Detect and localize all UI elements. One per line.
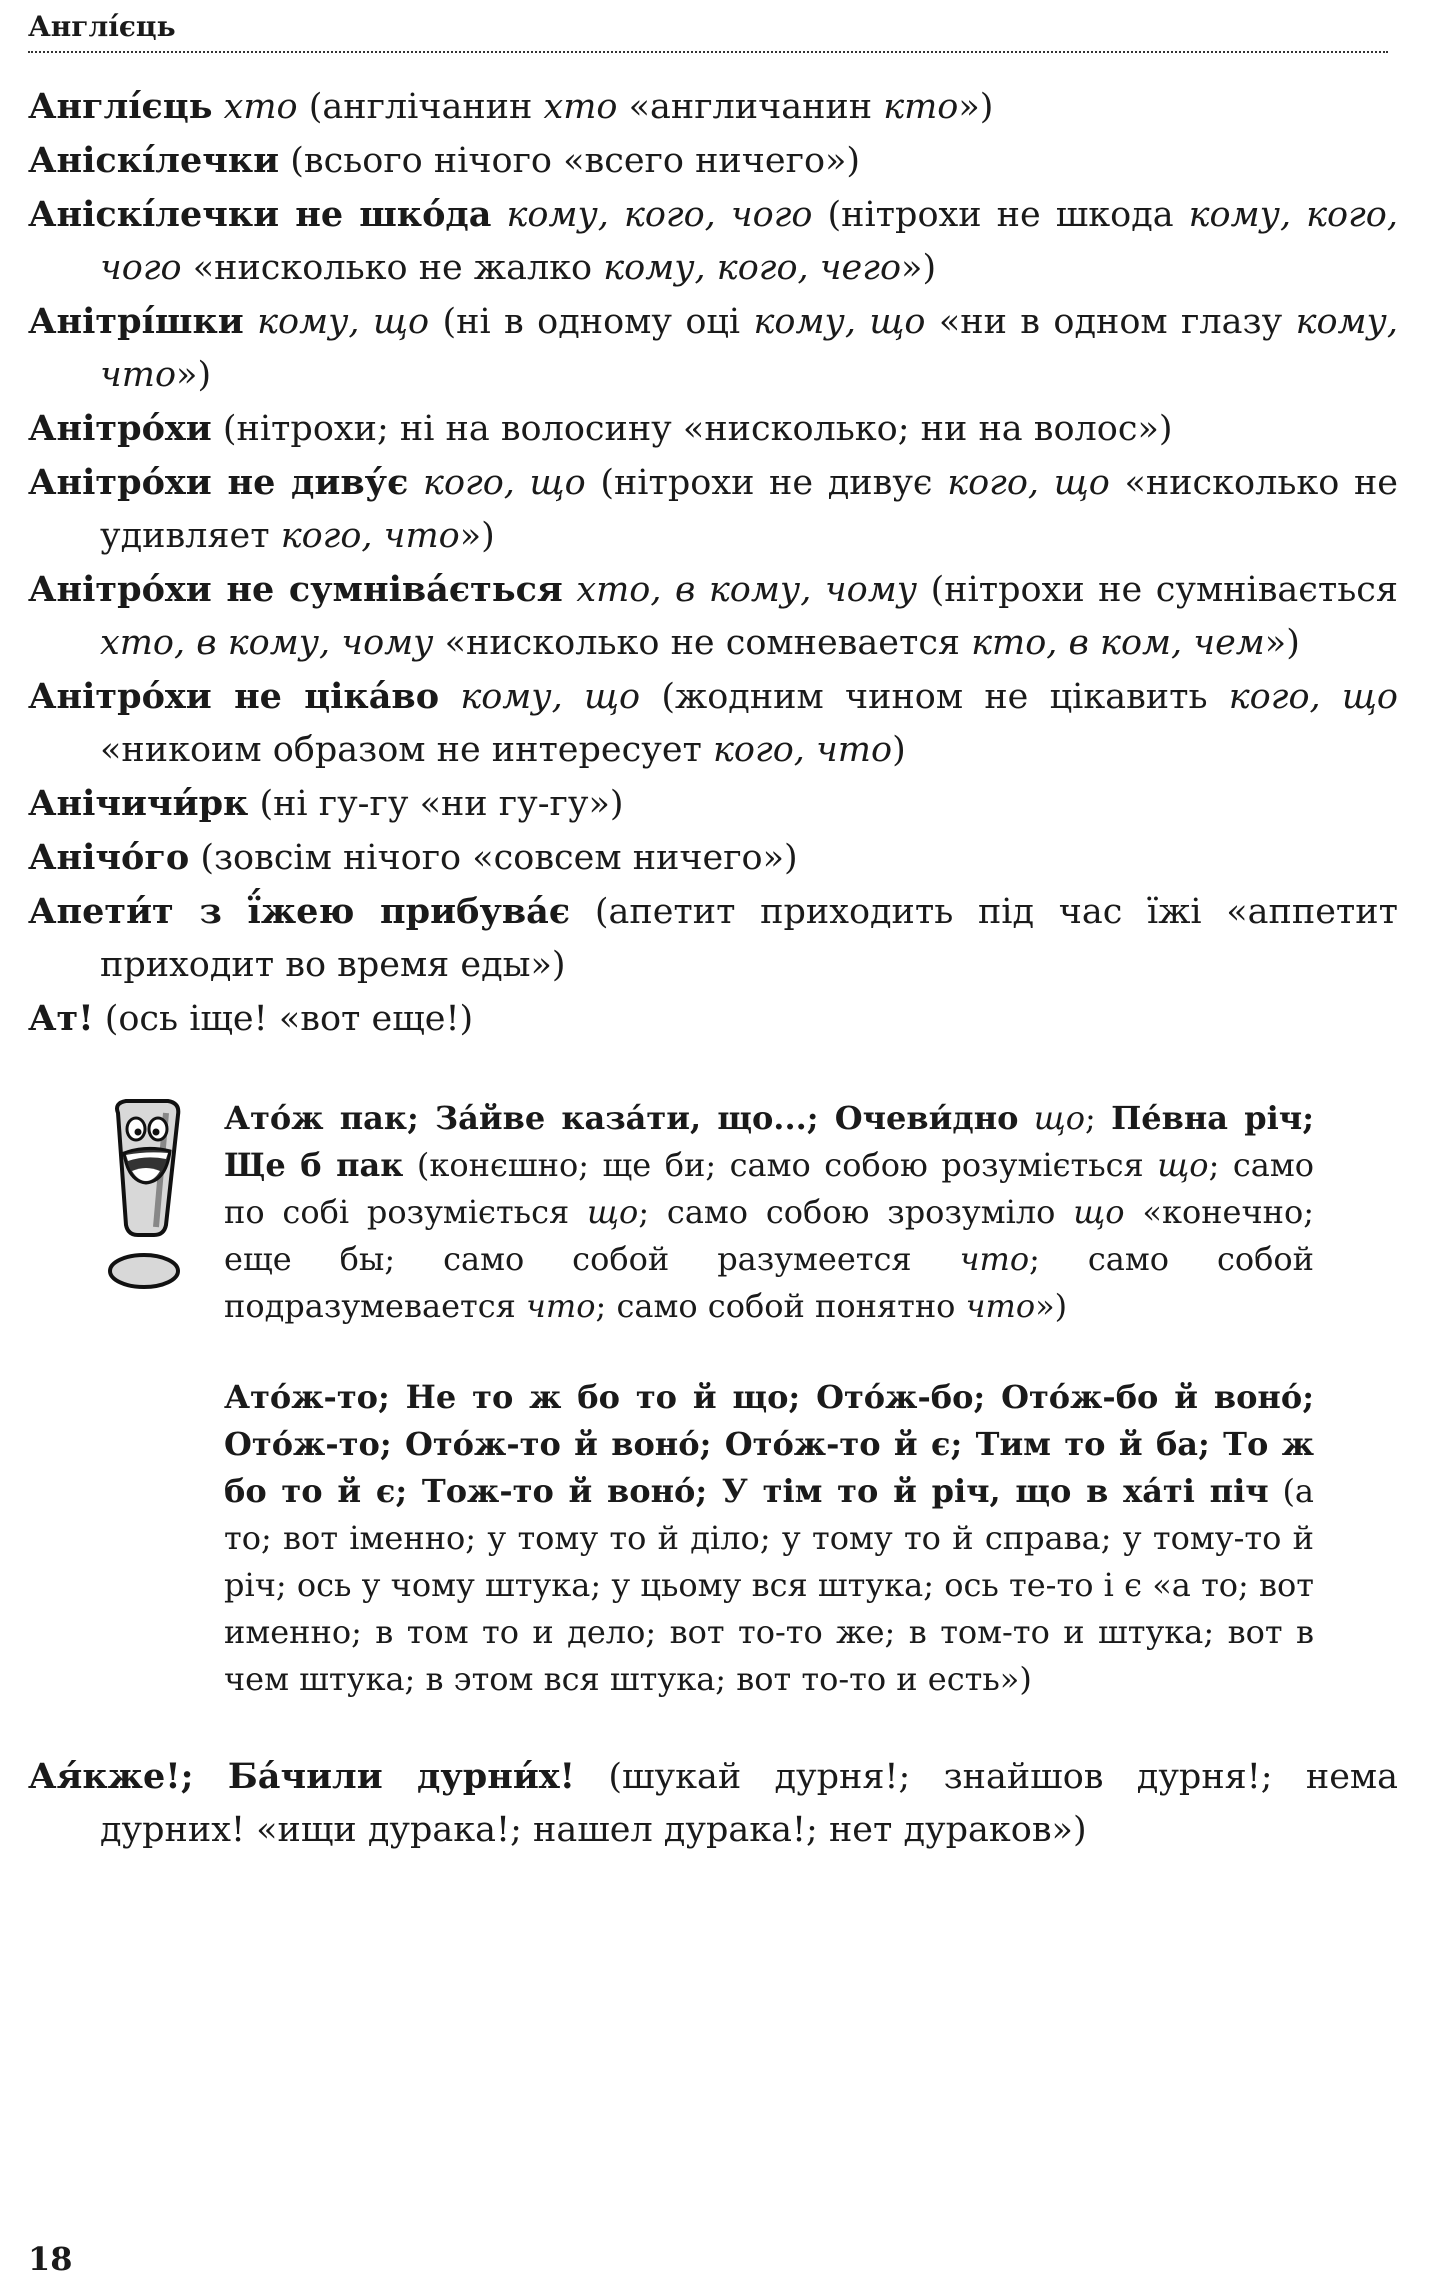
headword: Ат!	[28, 998, 94, 1039]
headword: Анітро́хи	[28, 408, 212, 449]
headword: Ато́ж-то; Не то ж бо то й що; Ото́ж-бо; Ото́ж-бо й воно́; Ото́ж-то; Ото́ж-то й воно́; Ото́ж-то й є; Тим то й ба; То ж бо то й є; Тож-то й воно́; У тім то й річ, що в ха́ті піч	[224, 1378, 1314, 1510]
dictionary-entry	[28, 885, 1398, 992]
dictionary-entry	[28, 188, 1398, 295]
headword: Анічичи́рк	[28, 783, 249, 824]
grammar-note: що	[1157, 1146, 1209, 1184]
gloss-text: (ось іще! «вот еще!)	[93, 999, 474, 1039]
grammar-note: кого, що	[423, 463, 586, 503]
grammar-note: что	[965, 1287, 1036, 1325]
dictionary-entry	[28, 992, 1398, 1046]
entry-list	[28, 80, 1398, 1046]
headword: Аніскі́лечки	[28, 140, 280, 181]
gloss-text	[491, 195, 506, 235]
dictionary-entry	[28, 134, 1398, 188]
grammar-note: кого, що	[947, 463, 1110, 503]
gloss-text: (апетит приходить під час їжі «аппетит приходит во время еды»)	[100, 892, 1398, 985]
gloss-text: «нисколько не жалко	[181, 248, 604, 288]
headword: Ато́ж пак; За́йве каза́ти, що...; Очеви́дно	[224, 1099, 1019, 1137]
dictionary-entry	[28, 402, 1398, 456]
grammar-note: кому, что	[100, 302, 1398, 395]
gloss-text: ; само по собі розуміється	[224, 1146, 1315, 1231]
headword: Анітро́хи не ціка́во	[28, 676, 440, 717]
gloss-text: (нітрохи не дивує	[585, 463, 948, 503]
gloss-text: (нітрохи не сумнівається	[917, 570, 1398, 610]
callout-paragraph	[224, 1095, 1314, 1330]
running-head: Англі́єць	[28, 10, 1388, 53]
grammar-note: кто, в ком, чем	[971, 623, 1265, 663]
gloss-text: (конєшно; ще би; само собою розуміється	[403, 1146, 1158, 1184]
grammar-note: кому, що	[753, 302, 926, 342]
grammar-note: хто	[223, 87, 298, 127]
callout-box	[96, 1095, 1400, 1715]
page-number: 18	[28, 2240, 73, 2278]
gloss-text: «ни в одном глазу	[925, 302, 1296, 342]
gloss-text: )	[892, 730, 906, 770]
headword: Анітрі́шки	[28, 301, 244, 342]
callout-paragraph	[224, 1374, 1314, 1703]
dictionary-entry	[28, 456, 1398, 563]
gloss-text: ; само собой понятно	[595, 1287, 966, 1325]
gloss-text: »)	[176, 355, 212, 395]
grammar-note: що	[1033, 1099, 1086, 1137]
grammar-note: що	[1073, 1193, 1125, 1231]
gloss-text: (зовсім нічого «совсем ничего»)	[189, 838, 798, 878]
grammar-note: кому, кого, чого	[506, 195, 813, 235]
gloss-text	[1018, 1099, 1033, 1137]
gloss-text	[439, 677, 460, 717]
grammar-note: кто	[883, 87, 959, 127]
gloss-text: (ні в одному оці	[429, 302, 754, 342]
gloss-text	[212, 87, 223, 127]
headword: Англі́єць	[28, 86, 213, 127]
grammar-note: кому, кого, чого	[100, 195, 1398, 288]
headword: Пе́вна річ; Ще б пак	[224, 1099, 1315, 1184]
gloss-text: (жодним чином не цікавить	[640, 677, 1229, 717]
dictionary-entry	[28, 1750, 1398, 1857]
gloss-text: (всього нічого «всего ничего»)	[279, 141, 861, 181]
grammar-note: что	[525, 1287, 596, 1325]
gloss-text: (нітрохи не шкода	[812, 195, 1189, 235]
dictionary-entry	[28, 670, 1398, 777]
gloss-text: «англичанин	[617, 87, 884, 127]
entry-list-continued	[28, 1750, 1398, 1857]
headword: Анітро́хи не сумніва́ється	[28, 569, 563, 610]
gloss-text: »)	[901, 248, 937, 288]
gloss-text	[244, 302, 257, 342]
headword: Ая́кже!; Ба́чили дурни́х!	[28, 1756, 576, 1797]
grammar-note: кому, що	[460, 677, 641, 717]
headword: Анічо́го	[28, 837, 190, 878]
gloss-text: «нисколько не удивляет	[100, 463, 1399, 556]
grammar-note: что	[959, 1240, 1030, 1278]
gloss-text: ; само собою зрозуміло	[638, 1193, 1074, 1231]
callout-text	[224, 1095, 1314, 1747]
grammar-note: кого, що	[1228, 677, 1399, 717]
dictionary-entry	[28, 80, 1398, 134]
gloss-text: (ні гу-гу «ни гу-гу»)	[248, 784, 624, 824]
dictionary-entry	[28, 563, 1398, 670]
gloss-text: ; само собой подразумевается	[224, 1240, 1315, 1325]
grammar-note: хто	[543, 87, 618, 127]
gloss-text: «никоим образом не интересует	[100, 730, 714, 770]
headword: Апети́т з ї́жею прибува́є	[28, 891, 571, 932]
gloss-text: «конечно; еще бы; само собой разумеется	[224, 1193, 1315, 1278]
headword: Аніскі́лечки не шко́да	[28, 194, 492, 235]
gloss-text	[408, 463, 423, 503]
dictionary-entry	[28, 831, 1398, 885]
grammar-note: кого, что	[280, 516, 460, 556]
gloss-text: ;	[1085, 1099, 1112, 1137]
dictionary-entry	[28, 777, 1398, 831]
gloss-text: «нисколько не сомневается	[433, 623, 972, 663]
gloss-text: »)	[958, 87, 994, 127]
dictionary-entry	[28, 295, 1398, 402]
gloss-text: (англічанин	[297, 87, 544, 127]
grammar-note: кому, що	[257, 302, 430, 342]
grammar-note: що	[587, 1193, 639, 1231]
gloss-text	[563, 570, 577, 610]
grammar-note: кого, что	[713, 730, 893, 770]
gloss-text: (шукай дурня!; знайшов дурня!; нема дурних! «ищи дурака!; нашел дурака!; нет дураков»)	[100, 1757, 1399, 1850]
gloss-text: »)	[1264, 623, 1300, 663]
gloss-text: (а то; вот іменно; у тому то й діло; у тому то й справа; у тому-то й річ; ось у чому штука; у цьому вся штука; ось те-то і є «а то; вот именно; в том то и дело; вот то-то же; в том-то и штука; вот в чем штука; в этом вся штука; вот то-то и есть»)	[224, 1472, 1315, 1698]
grammar-note: хто, в кому, чому	[100, 623, 434, 663]
gloss-text: (нітрохи; ні на волосину «нисколько; ни на волос»)	[211, 409, 1173, 449]
grammar-note: хто, в кому, чому	[576, 570, 918, 610]
grammar-note: кому, кого, чего	[603, 248, 902, 288]
headword: Анітро́хи не диву́є	[28, 462, 409, 503]
gloss-text: »)	[459, 516, 495, 556]
gloss-text: »)	[1035, 1287, 1068, 1325]
exclamation-mascot-icon	[96, 1095, 196, 1295]
